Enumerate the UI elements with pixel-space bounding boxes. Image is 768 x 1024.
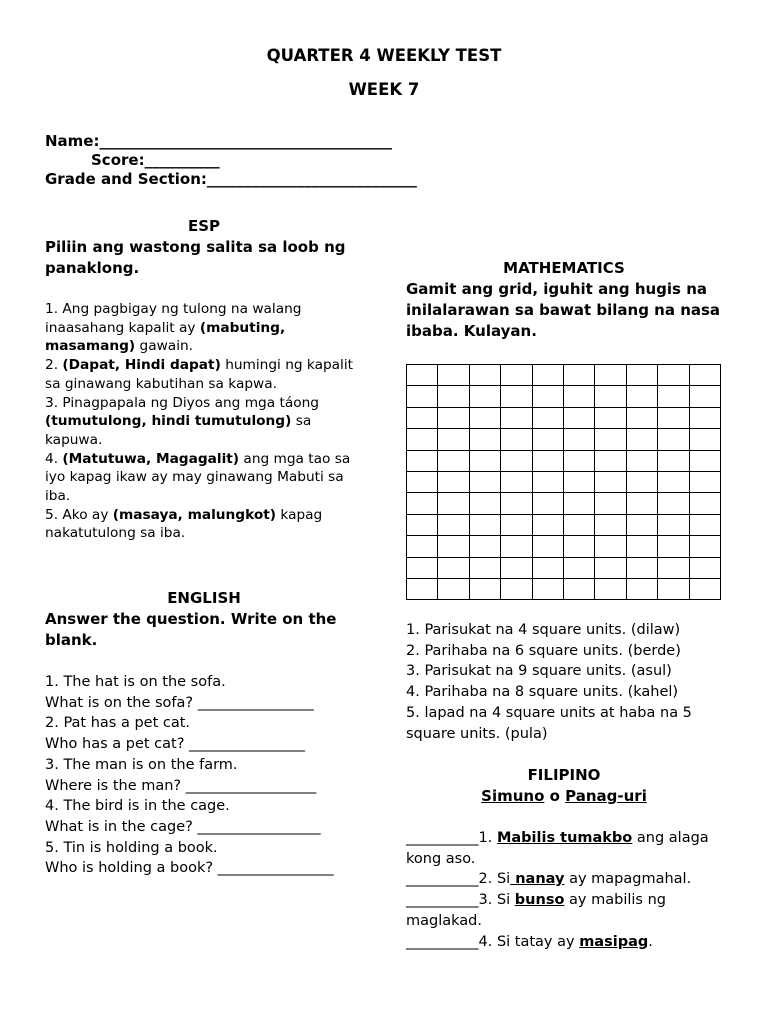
esp-item-text: humingi ng kapalit sa ginawang kabutihan sa kapwa. (45, 357, 354, 392)
grid-cell[interactable] (438, 429, 469, 450)
english-items (45, 672, 375, 879)
grid-cell[interactable] (532, 365, 563, 386)
grid-cell[interactable] (689, 386, 720, 407)
grid-cell[interactable] (563, 429, 594, 450)
student-info (45, 130, 417, 190)
grid-cell[interactable] (658, 536, 689, 557)
grid-cell[interactable] (469, 578, 500, 599)
answer-blank[interactable]: __________ (406, 933, 479, 950)
math-item: 4. Parihaba na 8 square units. (kahel) (406, 684, 679, 701)
esp-item (45, 506, 363, 543)
english-question[interactable]: Where is the man? __________________ (45, 777, 317, 794)
grid-cell[interactable] (501, 536, 532, 557)
grid-cell[interactable] (626, 493, 657, 514)
grid-row (407, 493, 721, 514)
esp-item-text: 4. (45, 450, 63, 467)
grid-cell[interactable] (595, 493, 626, 514)
english-question[interactable]: Who is holding a book? ________________ (45, 860, 334, 877)
math-grid[interactable] (406, 364, 721, 600)
esp-item-text: ang mga tao sa iyo kapag ikaw ay may ginawang Mabuti sa iba. (45, 450, 351, 505)
grid-cell[interactable] (532, 493, 563, 514)
grid-cell[interactable] (563, 514, 594, 535)
esp-items (45, 300, 363, 543)
grid-cell[interactable] (689, 429, 720, 450)
esp-item-text: 2. (45, 357, 63, 374)
grid-cell[interactable] (626, 536, 657, 557)
grid-cell[interactable] (438, 578, 469, 599)
esp-item (45, 450, 363, 506)
english-question[interactable]: What is on the sofa? ________________ (45, 694, 314, 711)
grid-cell[interactable] (407, 557, 438, 578)
esp-item-choice[interactable]: (tumutulong, hindi tumutulong) (45, 413, 292, 430)
item-text: Si tatay ay (496, 933, 580, 950)
english-statement: 4. The bird is in the cage. (45, 798, 230, 815)
item-text: ang alaga kong aso. (406, 830, 709, 867)
grid-cell[interactable] (407, 450, 438, 471)
grade-label: Grade and Section: (45, 170, 207, 188)
grid-cell[interactable] (501, 557, 532, 578)
esp-item-text: 5. Ako ay (45, 506, 113, 523)
grid-row (407, 386, 721, 407)
grid-cell[interactable] (595, 450, 626, 471)
grid-cell[interactable] (532, 557, 563, 578)
item-keyword: Mabilis tumakbo (496, 830, 633, 846)
grid-cell[interactable] (595, 557, 626, 578)
filipino-items (406, 828, 736, 952)
filipino-subheading (406, 786, 722, 807)
english-question[interactable]: What is in the cage? _________________ (45, 818, 321, 835)
subheading-joiner: o (544, 787, 566, 805)
grid-cell[interactable] (501, 493, 532, 514)
item-text: ay mabilis ng maglakad. (406, 892, 666, 929)
grid-cell[interactable] (563, 450, 594, 471)
filipino-item (406, 828, 736, 869)
grid-cell[interactable] (532, 407, 563, 428)
grid-cell[interactable] (689, 578, 720, 599)
score-label: Score: (91, 151, 145, 169)
esp-item-text: 3. Pinagpapala ng Diyos ang mga táong (45, 394, 319, 411)
math-instruction: Gamit ang grid, iguhit ang hugis na inilalarawan sa bawat bilang na nasa ibaba. Kulayan. (406, 280, 721, 340)
grid-cell[interactable] (501, 450, 532, 471)
grid-cell[interactable] (469, 536, 500, 557)
grade-row (45, 168, 417, 190)
grid-cell[interactable] (689, 407, 720, 428)
grid-row (407, 471, 721, 492)
grid-cell[interactable] (658, 407, 689, 428)
grid-cell[interactable] (407, 578, 438, 599)
grid-cell[interactable] (469, 365, 500, 386)
english-statement: 1. The hat is on the sofa. (45, 674, 226, 690)
math-heading: MATHEMATICS (503, 259, 625, 277)
esp-item-choice[interactable]: (mabuting, masamang) (45, 319, 286, 355)
grid-cell[interactable] (626, 429, 657, 450)
item-number: 1. (478, 830, 497, 846)
item-number: 3. (478, 892, 497, 909)
grid-cell[interactable] (532, 514, 563, 535)
grid-cell[interactable] (658, 450, 689, 471)
filipino-item (406, 890, 736, 931)
item-text: . (648, 933, 653, 950)
simuno-label: Simuno (481, 787, 545, 805)
grid-row (407, 514, 721, 535)
grid-cell[interactable] (689, 557, 720, 578)
item-keyword: nanay (510, 871, 565, 888)
grid-cell[interactable] (563, 471, 594, 492)
esp-item-choice[interactable]: (Matutuwa, Magagalit) (62, 450, 240, 467)
grid-row (407, 429, 721, 450)
grid-cell[interactable] (469, 557, 500, 578)
esp-item-choice[interactable]: (Dapat, Hindi dapat) (62, 357, 221, 374)
score-line[interactable]: __________ (144, 151, 220, 169)
grid-cell[interactable] (438, 386, 469, 407)
grid-cell[interactable] (563, 386, 594, 407)
grid-cell[interactable] (563, 557, 594, 578)
grid-cell[interactable] (469, 471, 500, 492)
grid-cell[interactable] (407, 471, 438, 492)
grid-cell[interactable] (626, 471, 657, 492)
name-label: Name: (45, 132, 100, 150)
esp-item (45, 394, 363, 450)
math-item: 3. Parisukat na 9 square units. (asul) (406, 663, 672, 680)
grid-cell[interactable] (532, 578, 563, 599)
grid-row (407, 536, 721, 557)
grid-cell[interactable] (595, 514, 626, 535)
english-question[interactable]: Who has a pet cat? ________________ (45, 736, 306, 753)
grid-cell[interactable] (658, 365, 689, 386)
grid-cell[interactable] (563, 365, 594, 386)
item-text: Si (496, 892, 515, 909)
grid-cell[interactable] (689, 493, 720, 514)
page-title: QUARTER 4 WEEKLY TEST (266, 46, 502, 65)
grid-cell[interactable] (595, 429, 626, 450)
grid-cell[interactable] (469, 450, 500, 471)
answer-blank[interactable]: __________ (406, 871, 479, 888)
grid-cell[interactable] (595, 365, 626, 386)
esp-item-text: gawain. (135, 338, 194, 355)
grid-row (407, 578, 721, 599)
math-items (406, 620, 736, 744)
grid-cell[interactable] (501, 429, 532, 450)
grid-cell[interactable] (689, 471, 720, 492)
math-item: 2. Parihaba na 6 square units. (berde) (406, 642, 681, 659)
filipino-heading: FILIPINO (527, 766, 601, 784)
grid-cell[interactable] (501, 514, 532, 535)
grid-cell[interactable] (407, 386, 438, 407)
esp-item-text: sa kapuwa. (45, 413, 312, 448)
item-keyword: bunso (514, 892, 565, 909)
item-number: 2. (478, 871, 497, 888)
item-keyword: masipag (579, 933, 649, 950)
filipino-item (406, 869, 736, 890)
grid-cell[interactable] (532, 386, 563, 407)
grid-cell[interactable] (626, 578, 657, 599)
math-item: 5. lapad na 4 square units at haba na 5 square units. (pula) (406, 704, 692, 742)
grid-cell[interactable] (626, 407, 657, 428)
grid-cell[interactable] (438, 557, 469, 578)
esp-item-text: kapag nakatutulong sa iba. (45, 506, 323, 542)
grid-cell[interactable] (407, 365, 438, 386)
grid-cell[interactable] (469, 429, 500, 450)
answer-blank[interactable]: __________ (406, 830, 479, 846)
esp-instruction: Piliin ang wastong salita sa loob ng panaklong. (45, 238, 346, 277)
english-statement: 2. Pat has a pet cat. (45, 715, 191, 732)
item-text: Si (496, 871, 511, 888)
grid-cell[interactable] (563, 536, 594, 557)
grid-cell[interactable] (626, 386, 657, 407)
grid-row (407, 450, 721, 471)
english-instruction: Answer the question. Write on the blank. (45, 610, 337, 649)
grid-cell[interactable] (658, 557, 689, 578)
grid-cell[interactable] (595, 386, 626, 407)
grid-cell[interactable] (658, 493, 689, 514)
grid-cell[interactable] (438, 514, 469, 535)
grid-cell[interactable] (626, 450, 657, 471)
grid-row (407, 365, 721, 386)
grid-cell[interactable] (501, 386, 532, 407)
grid-cell[interactable] (438, 536, 469, 557)
grid-cell[interactable] (407, 514, 438, 535)
grid-cell[interactable] (563, 407, 594, 428)
answer-blank[interactable]: __________ (406, 892, 479, 909)
esp-item (45, 300, 363, 356)
week-label: WEEK 7 (348, 80, 420, 99)
grid-cell[interactable] (469, 514, 500, 535)
grid-cell[interactable] (501, 365, 532, 386)
grid-cell[interactable] (658, 514, 689, 535)
item-text: ay mapagmahal. (564, 871, 692, 888)
english-statement: 5. Tin is holding a book. (45, 839, 218, 856)
grid-cell[interactable] (532, 471, 563, 492)
grid-cell[interactable] (563, 578, 594, 599)
grid-cell[interactable] (438, 365, 469, 386)
grid-cell[interactable] (689, 536, 720, 557)
grid-cell[interactable] (689, 450, 720, 471)
grid-cell[interactable] (407, 407, 438, 428)
grid-cell[interactable] (689, 365, 720, 386)
grid-cell[interactable] (658, 471, 689, 492)
esp-item (45, 356, 363, 393)
english-heading: ENGLISH (167, 589, 241, 607)
filipino-item (406, 932, 736, 953)
grid-cell[interactable] (532, 450, 563, 471)
grid-cell[interactable] (469, 493, 500, 514)
grid-cell[interactable] (501, 471, 532, 492)
grid-row (407, 557, 721, 578)
grade-line[interactable]: ____________________________ (206, 170, 417, 188)
grid-cell[interactable] (658, 429, 689, 450)
esp-item-choice[interactable]: (masaya, malungkot) (112, 506, 277, 523)
panag-uri-label: Panag-uri (565, 787, 647, 805)
grid-cell[interactable] (438, 407, 469, 428)
grid-row (407, 407, 721, 428)
math-item: 1. Parisukat na 4 square units. (dilaw) (406, 622, 681, 638)
grid-cell[interactable] (469, 386, 500, 407)
grid-cell[interactable] (438, 471, 469, 492)
grid-cell[interactable] (501, 578, 532, 599)
grid-cell[interactable] (689, 514, 720, 535)
grid-cell[interactable] (438, 450, 469, 471)
grid-cell[interactable] (563, 493, 594, 514)
name-line[interactable]: _______________________________________ (99, 132, 392, 150)
grid-cell[interactable] (595, 407, 626, 428)
grid-cell[interactable] (626, 557, 657, 578)
grid-cell[interactable] (595, 536, 626, 557)
grid-cell[interactable] (469, 407, 500, 428)
grid-cell[interactable] (407, 536, 438, 557)
grid-cell[interactable] (501, 407, 532, 428)
grid-cell[interactable] (658, 386, 689, 407)
esp-heading: ESP (187, 217, 221, 235)
grid-cell[interactable] (438, 493, 469, 514)
esp-item-text: 1. Ang pagbigay ng tulong na walang inaasahang kapalit ay (45, 301, 302, 336)
grid-cell[interactable] (595, 578, 626, 599)
grid-cell[interactable] (407, 429, 438, 450)
grid-cell[interactable] (595, 471, 626, 492)
grid-cell[interactable] (626, 365, 657, 386)
grid-cell[interactable] (626, 514, 657, 535)
item-number: 4. (478, 933, 497, 950)
grid-cell[interactable] (532, 536, 563, 557)
grid-cell[interactable] (658, 578, 689, 599)
grid-cell[interactable] (532, 429, 563, 450)
english-statement: 3. The man is on the farm. (45, 756, 238, 773)
grid-cell[interactable] (407, 493, 438, 514)
